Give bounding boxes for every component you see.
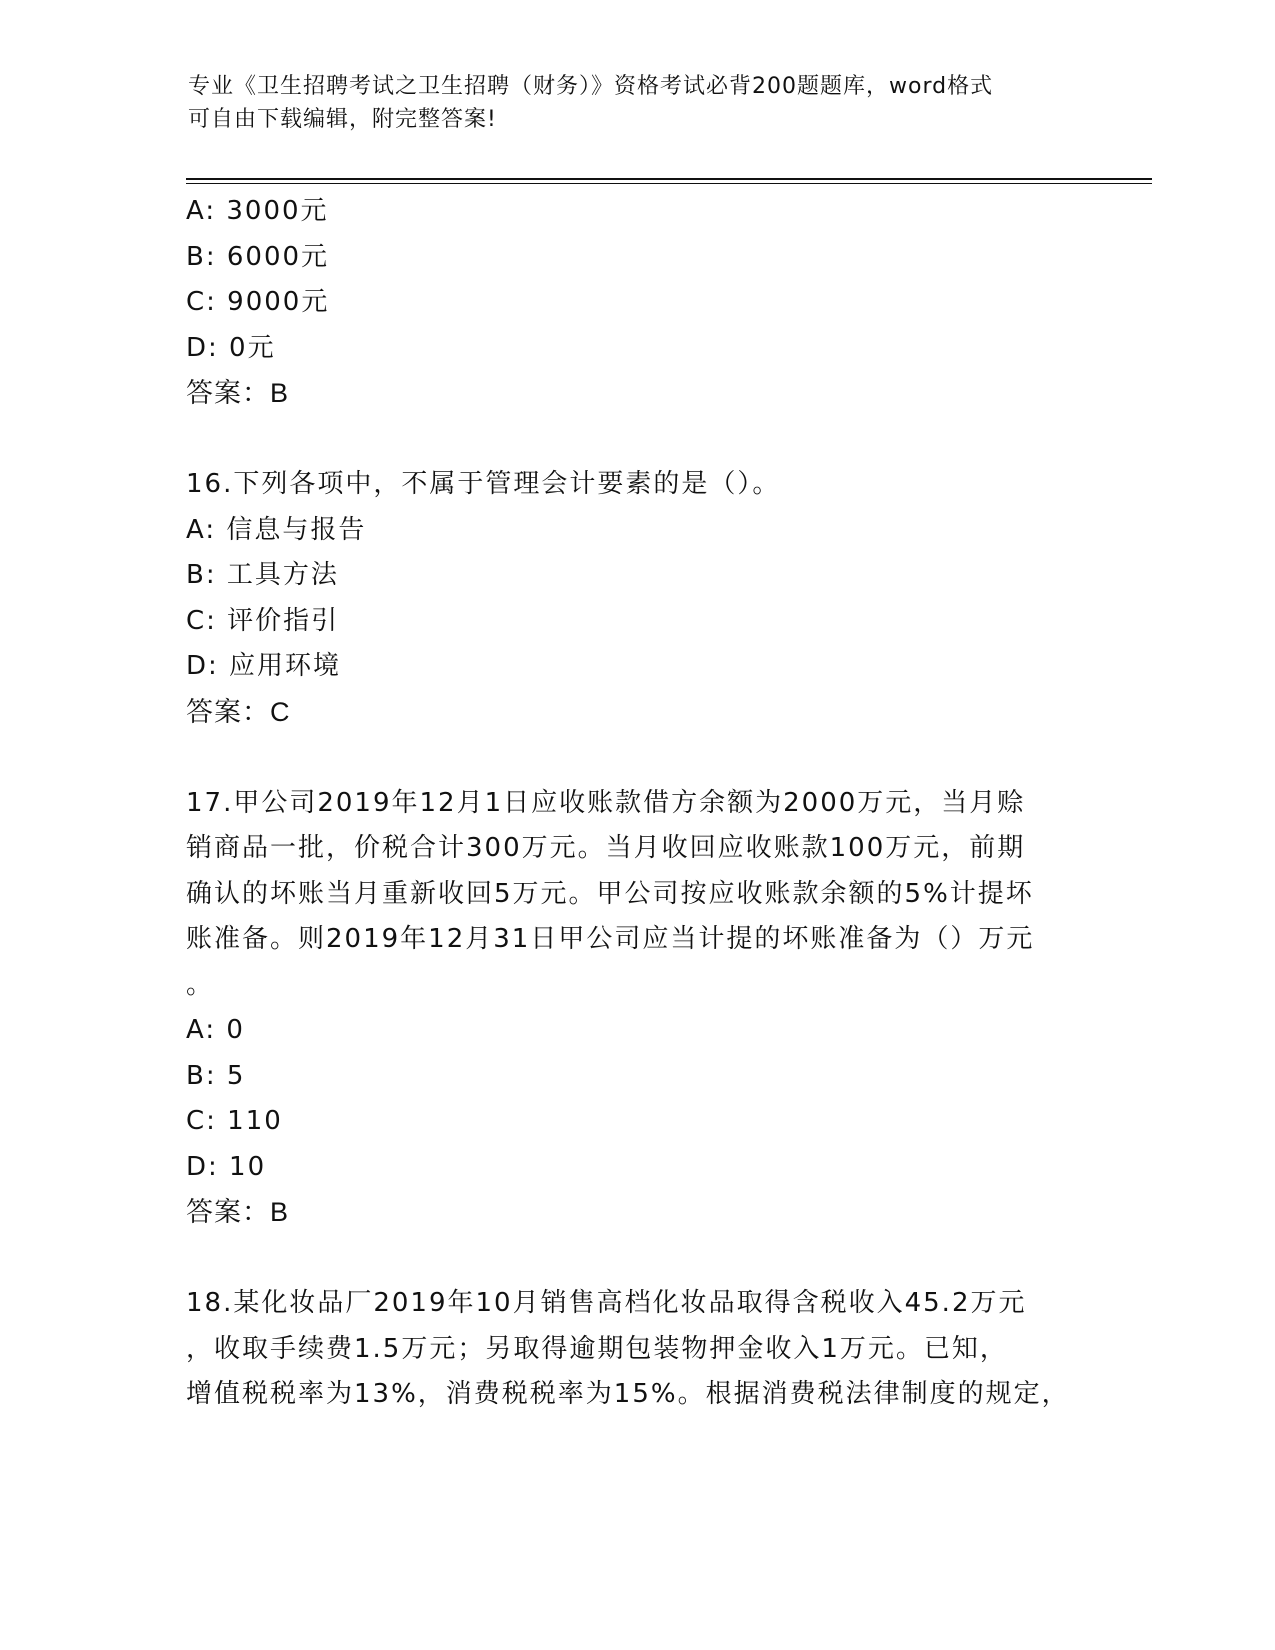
question-stem: 增值税税率为13%，消费税税率为15%。根据消费税法律制度的规定， (186, 1379, 1070, 1409)
header-rule-thick (186, 178, 1152, 180)
document-header (188, 70, 1068, 136)
option-c: C: 评价指引 (186, 605, 340, 636)
question-stem: 账准备。则2019年12月31日甲公司应当计提的坏账准备为（）万元 (186, 924, 1035, 954)
option-b: B: 6000元 (186, 241, 330, 272)
question-stem: 18.某化妆品厂2019年10月销售高档化妆品取得含税收入45.2万元 (186, 1288, 1027, 1318)
question-stem: 17.甲公司2019年12月1日应收账款借方余额为2000万元，当月赊 (186, 787, 1026, 818)
option-a: A: 信息与报告 (186, 514, 367, 545)
option-b: B: 5 (186, 1060, 246, 1091)
option-b: B: 工具方法 (186, 560, 339, 590)
option-d: D: 0元 (186, 332, 276, 363)
spacer (186, 417, 1086, 463)
option-a: A: 0 (186, 1015, 245, 1045)
question-18 (186, 1281, 1086, 1418)
option-c: C: 110 (186, 1106, 283, 1136)
spacer (186, 735, 1086, 781)
question-16 (186, 462, 1086, 735)
question-stem: 。 (186, 969, 215, 1000)
question-stem: ，收取手续费1.5万元；另取得逾期包装物押金收入1万元。已知， (186, 1333, 1008, 1364)
option-d: D: 应用环境 (186, 651, 342, 681)
question-stem: 16.下列各项中，不属于管理会计要素的是（）。 (186, 469, 781, 499)
question-15 (186, 189, 1086, 417)
question-stem: 确认的坏账当月重新收回5万元。甲公司按应收账款余额的5%计提坏 (186, 878, 1034, 909)
header-line-2: 可自由下载编辑，附完整答案! (188, 107, 497, 132)
answer: 答案：B (186, 1197, 290, 1227)
option-c: C: 9000元 (186, 287, 330, 317)
answer: 答案：B (186, 378, 290, 408)
question-content (186, 189, 1086, 1418)
option-a: A: 3000元 (186, 196, 329, 226)
header-rule-thin (186, 183, 1152, 184)
spacer (186, 1236, 1086, 1282)
question-stem: 销商品一批，价税合计300万元。当月收回应收账款100万元，前期 (186, 833, 1026, 863)
question-17 (186, 781, 1086, 1236)
header-line-1: 专业《卫生招聘考试之卫生招聘（财务）》资格考试必背200题题库，word格式 (188, 74, 994, 99)
answer: 答案：C (186, 696, 291, 727)
option-d: D: 10 (186, 1151, 267, 1182)
